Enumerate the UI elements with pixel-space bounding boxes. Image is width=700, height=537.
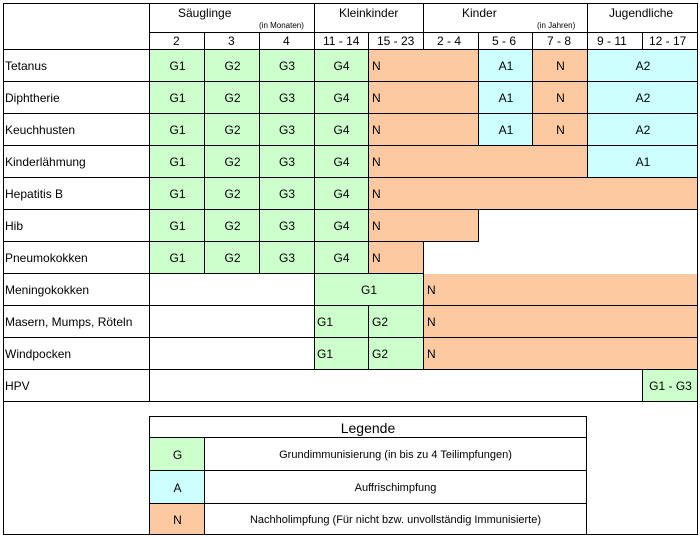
cell-g: G1 [150, 50, 205, 82]
cell-g: G1 [314, 338, 369, 370]
row-label-kinderlaehmung: Kinderlähmung [5, 155, 86, 169]
col-2: 2 [173, 34, 180, 48]
unit-months: (in Monaten) [259, 21, 304, 30]
group-saeuglinge: Säuglinge [178, 6, 232, 20]
cell-g: G1 - G3 [643, 370, 698, 402]
legend-text-a: Auffrischimpfung [354, 481, 437, 494]
cell-g: G3 [260, 82, 314, 114]
col-15-23: 15 - 23 [377, 34, 415, 48]
col-5-6: 5 - 6 [492, 34, 517, 48]
cell-g: G3 [260, 210, 314, 242]
col-3: 3 [228, 34, 235, 48]
row-label-meningokokken: Meningokokken [5, 283, 90, 297]
cell-a: A2 [588, 82, 698, 114]
cell-n: N [533, 50, 588, 82]
cell-g: G4 [314, 242, 369, 274]
legend-text-g: Grundimmunisierung (in bis zu 4 Teilimpfungen) [279, 448, 512, 461]
cell-g: G3 [260, 146, 314, 178]
cell-g: G2 [369, 306, 424, 338]
cell-g: G1 [150, 82, 205, 114]
cell-g: G2 [369, 338, 424, 370]
cell-g: G2 [205, 146, 260, 178]
legend-title: Legende [340, 419, 396, 436]
cell-a: A1 [479, 50, 533, 82]
row-label-hib: Hib [5, 219, 24, 233]
cell-n: N [369, 50, 479, 82]
cell-g: G1 [314, 274, 424, 306]
cell-n: N [424, 306, 698, 338]
cell-g: G1 [150, 210, 205, 242]
col-2-4: 2 - 4 [437, 34, 462, 48]
cell-g: G1 [150, 242, 205, 274]
row-label-hpv: HPV [5, 379, 30, 393]
cell-n: N [533, 82, 588, 114]
cell-n: N [369, 114, 479, 146]
cell-g: G3 [260, 178, 314, 210]
cell-n: N [424, 338, 698, 370]
cell-g: G4 [314, 146, 369, 178]
cell-g: G3 [260, 242, 314, 274]
row-label-windpocken: Windpocken [5, 347, 72, 361]
cell-a: A2 [588, 50, 698, 82]
cell-g: G2 [205, 82, 260, 114]
cell-n: N [533, 114, 588, 146]
group-kleinkinder: Kleinkinder [339, 6, 399, 20]
col-12-17: 12 - 17 [649, 34, 687, 48]
unit-years: (in Jahren) [537, 21, 576, 30]
cell-n: N [424, 274, 698, 306]
col-7-8: 7 - 8 [547, 34, 572, 48]
col-4: 4 [283, 34, 290, 48]
cell-g: G1 [150, 114, 205, 146]
cell-g: G1 [150, 178, 205, 210]
cell-g: G2 [205, 114, 260, 146]
row-label-masern: Masern, Mumps, Röteln [5, 315, 133, 329]
cell-g: G4 [314, 50, 369, 82]
cell-n: N [369, 210, 479, 242]
group-jugendliche: Jugendliche [609, 6, 674, 20]
row-label-hepatitis-b: Hepatitis B [5, 187, 64, 201]
cell-n: N [369, 82, 479, 114]
cell-g: G3 [260, 114, 314, 146]
row-label-keuchhusten: Keuchhusten [5, 123, 76, 137]
group-kinder: Kinder [462, 6, 497, 20]
row-label-pneumokokken: Pneumokokken [5, 251, 88, 265]
cell-n: N [369, 146, 588, 178]
col-9-11: 9 - 11 [597, 34, 627, 48]
cell-g: G2 [205, 242, 260, 274]
cell-a: A2 [588, 114, 698, 146]
cell-g: G4 [314, 114, 369, 146]
row-label-diphtherie: Diphtherie [5, 91, 60, 105]
legend-code-a: A [150, 471, 205, 504]
cell-g: G2 [205, 50, 260, 82]
legend-code-g: G [150, 438, 205, 471]
row-label-tetanus: Tetanus [5, 59, 48, 73]
legend-code-n: N [150, 504, 205, 535]
cell-a: A1 [588, 146, 698, 178]
cell-g: G1 [314, 306, 369, 338]
cell-g: G3 [260, 50, 314, 82]
cell-g: G2 [205, 210, 260, 242]
cell-g: G1 [150, 146, 205, 178]
cell-g: G4 [314, 82, 369, 114]
cell-a: A1 [479, 114, 533, 146]
cell-g: G4 [314, 178, 369, 210]
cell-a: A1 [479, 82, 533, 114]
legend-text-n: Nachholimpfung (Für nicht bzw. unvollständig Immunisierte) [249, 513, 542, 526]
cell-g: G4 [314, 210, 369, 242]
cell-n: N [369, 242, 424, 274]
col-11-14: 11 - 14 [323, 34, 360, 48]
cell-g: G2 [205, 178, 260, 210]
cell-n: N [369, 178, 698, 210]
